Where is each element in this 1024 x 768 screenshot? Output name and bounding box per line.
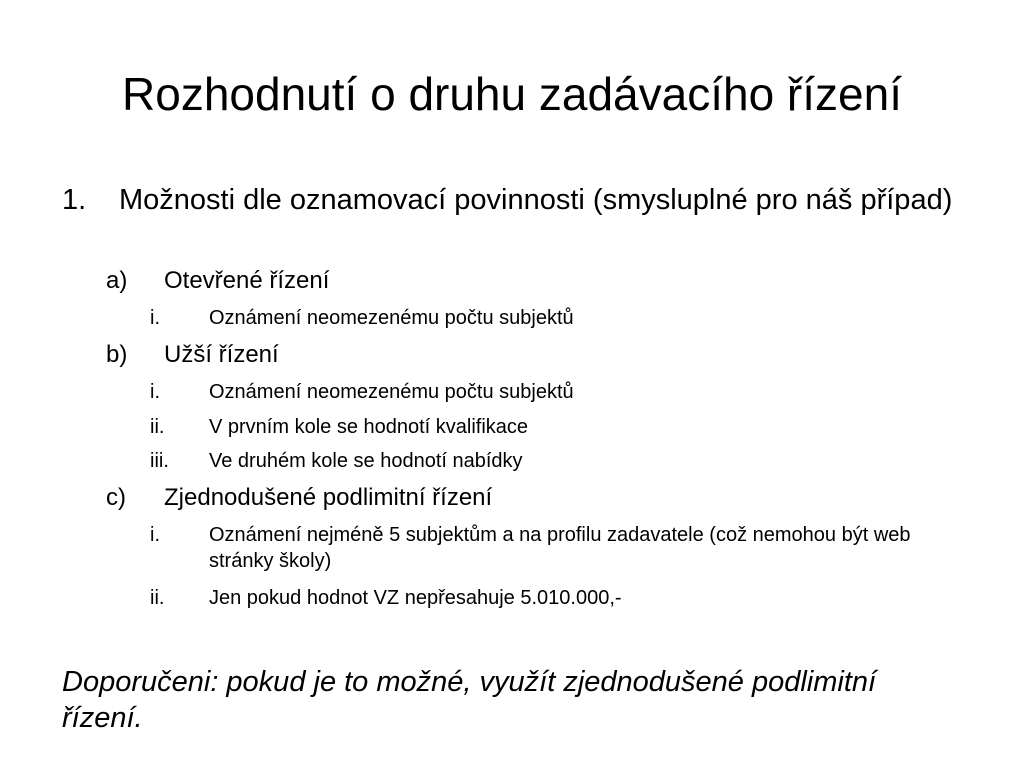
list-item-a-i-text: Oznámení neomezenému počtu subjektů bbox=[209, 307, 574, 329]
list-marker-1: 1. bbox=[62, 184, 87, 216]
list-item-c-i-text: Oznámení nejméně 5 subjektům a na profilu zadavatele (což nemohou být web stránky školy) bbox=[209, 524, 911, 572]
list-marker-a: a) bbox=[106, 267, 128, 294]
list-item-a-text: Otevřené řízení bbox=[164, 267, 330, 294]
list-marker-c-ii: ii. bbox=[150, 587, 165, 609]
list-marker-c-i: i. bbox=[150, 524, 160, 546]
list-item-b-iii-text: Ve druhém kole se hodnotí nabídky bbox=[209, 450, 523, 472]
list-marker-c: c) bbox=[106, 484, 126, 511]
recommendation-text: Doporučeni: pokud je to možné, využít zjednodušené podlimitní řízení. bbox=[62, 666, 877, 734]
list-item-1-text: Možnosti dle oznamovací povinnosti (smysluplné pro náš případ) bbox=[119, 184, 953, 216]
list-marker-a-i: i. bbox=[150, 307, 160, 329]
list-item-b-i-text: Oznámení neomezenému počtu subjektů bbox=[209, 381, 574, 403]
list-marker-b-iii: iii. bbox=[150, 450, 169, 472]
list-item-b-ii-text: V prvním kole se hodnotí kvalifikace bbox=[209, 416, 529, 438]
list-item-c-text: Zjednodušené podlimitní řízení bbox=[164, 484, 493, 511]
list-marker-b: b) bbox=[106, 341, 128, 368]
list-marker-b-ii: ii. bbox=[150, 416, 165, 438]
list-item-c-ii-text: Jen pokud hodnot VZ nepřesahuje 5.010.000,- bbox=[209, 587, 622, 609]
list-marker-b-i: i. bbox=[150, 381, 160, 403]
list-item-b-text: Užší řízení bbox=[164, 341, 279, 368]
slide-title: Rozhodnutí o druhu zadávacího řízení bbox=[122, 68, 902, 120]
